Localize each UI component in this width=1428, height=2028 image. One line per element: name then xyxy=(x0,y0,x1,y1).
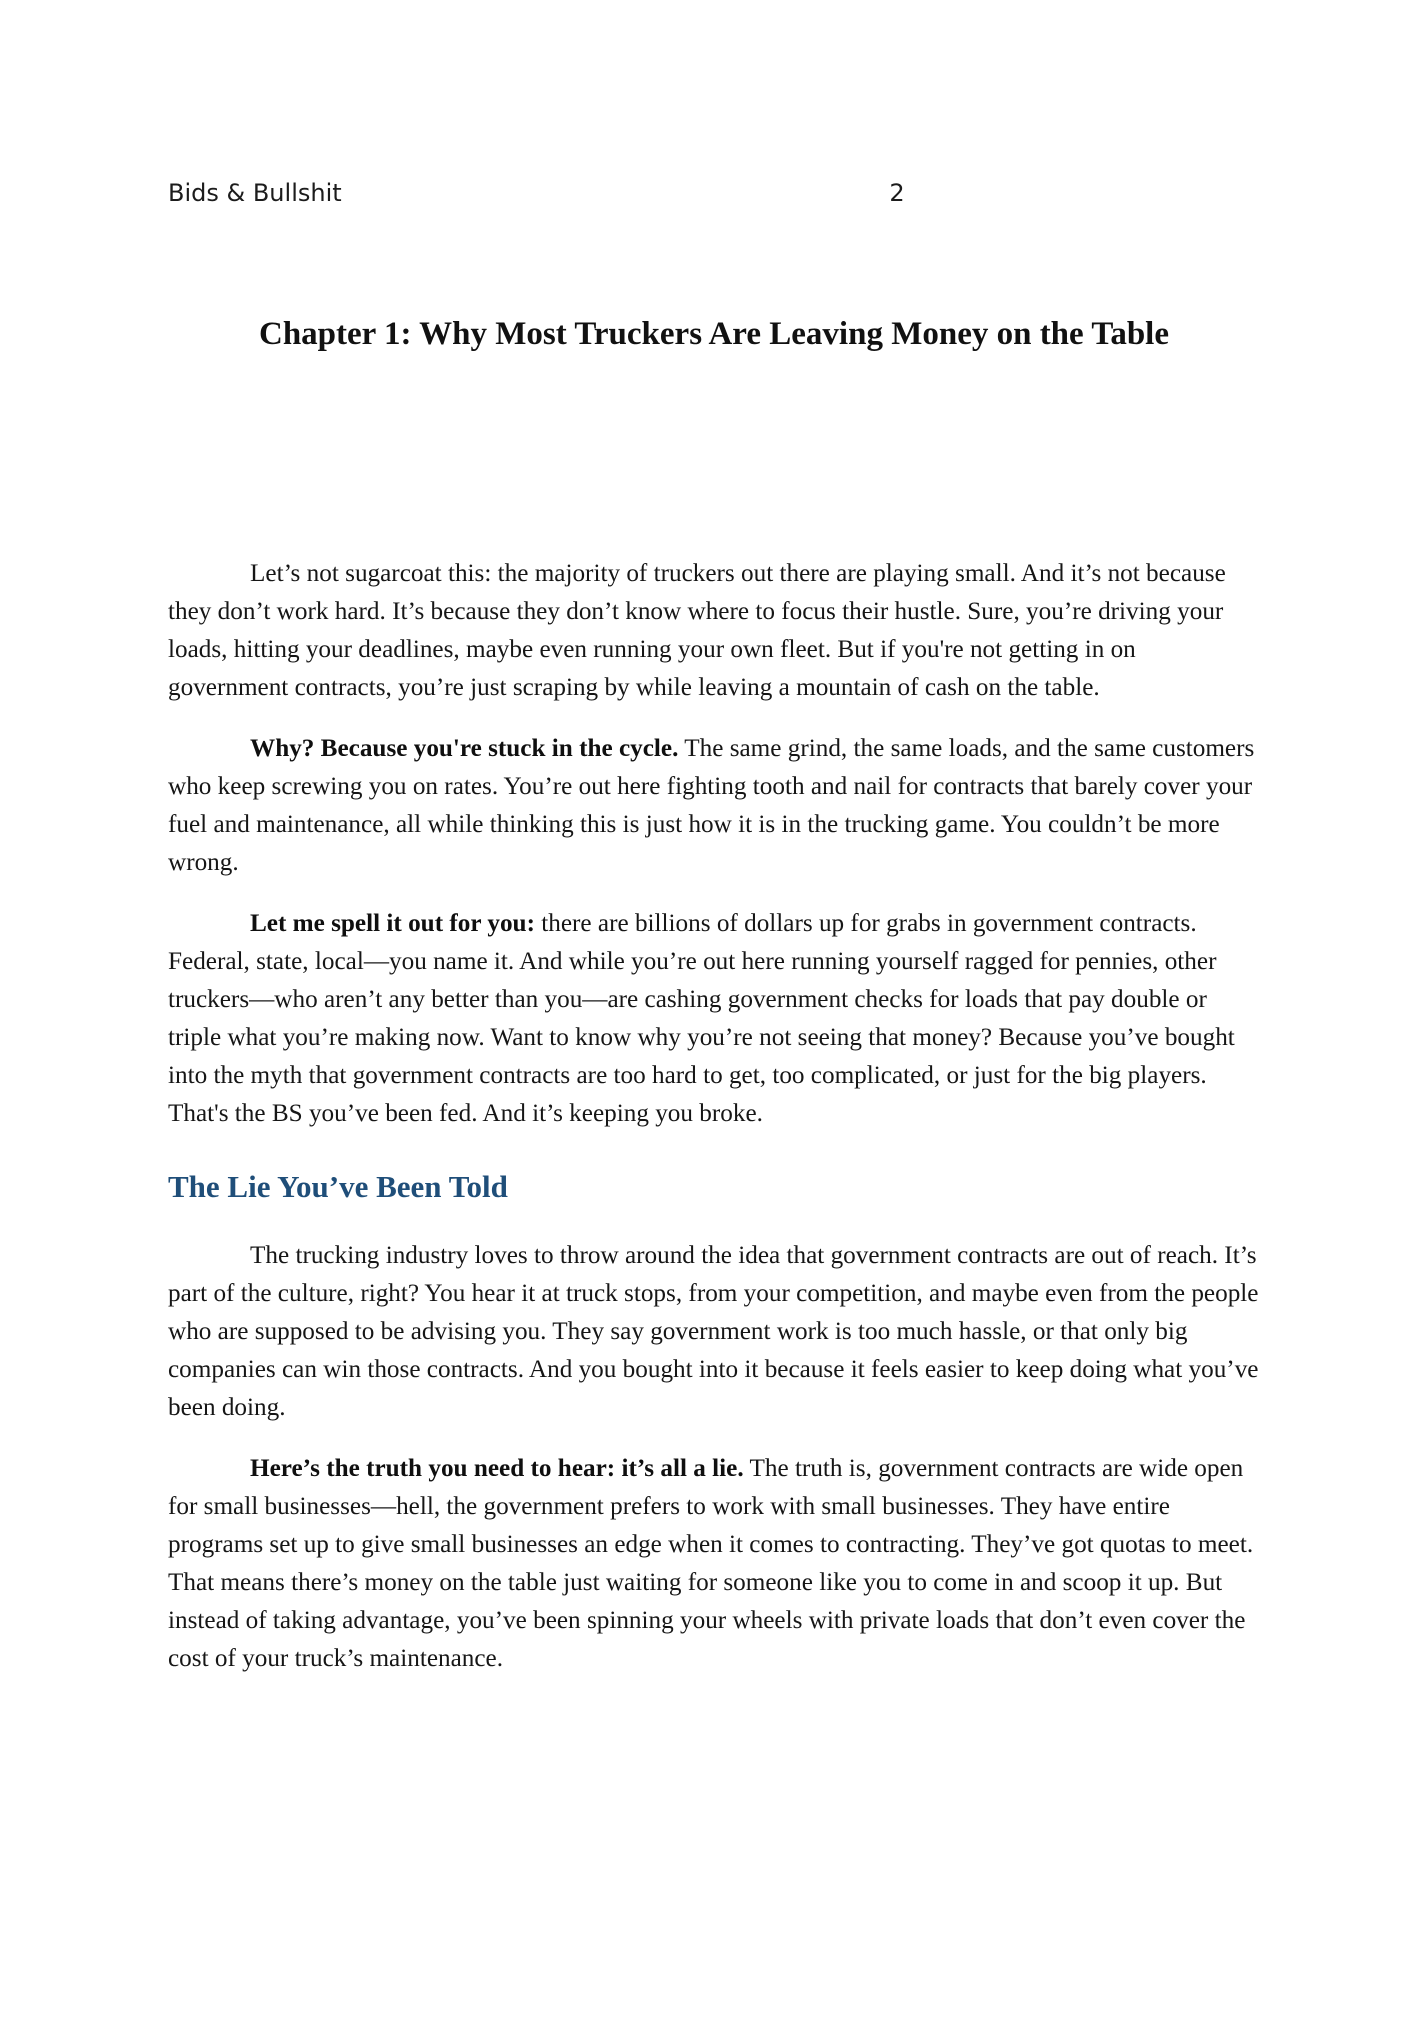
paragraph-text: there are billions of dollars up for grabs in government contracts. Federal, state, local—you name it. And while you’re out here running yourself ragged for pennies, other truckers—who aren’t any better than you—are cashing government checks for loads that pay double or triple what you’re making now. Want to know why you’re not seeing that money? Because you’ve bought into the myth that government contracts are too hard to get, too complicated, or just for the big players. That's the BS you’ve been fed. And it’s keeping you broke. xyxy=(168,910,1235,1127)
page-number: 2 xyxy=(889,179,905,207)
running-title: Bids & Bullshit xyxy=(168,179,342,207)
paragraph-lead: Let me spell it out for you: xyxy=(250,910,535,937)
paragraph-lead: Why? Because you're stuck in the cycle. xyxy=(250,735,679,762)
paragraph-text: The truth is, government contracts are wide open for small businesses—hell, the government prefers to work with small businesses. They have entire programs set up to give small businesses an edge when it comes to contracting. They’ve got quotas to meet. That means there’s money on the table just waiting for someone like you to come in and scoop it up. But instead of taking advantage, you’ve been spinning your wheels with private loads that don’t even cover the cost of your truck’s maintenance. xyxy=(168,1455,1254,1672)
paragraph-text: The trucking industry loves to throw around the idea that government contracts are out of reach. It’s part of the culture, right? You hear it at truck stops, from your competition, and maybe even from the people who are supposed to be advising you. They say government work is too much hassle, or that only big companies can win those contracts. And you bought into it because it feels easier to keep doing what you’ve been doing. xyxy=(168,1242,1259,1421)
body-text xyxy=(168,555,1260,1701)
paragraph-2 xyxy=(168,730,1260,882)
paragraph-text: Let’s not sugarcoat this: the majority of truckers out there are playing small. And it’s not because they don’t work hard. It’s because they don’t know where to focus their hustle. Sure, you’re driving your loads, hitting your deadlines, maybe even running your own fleet. But if you're not getting in on government contracts, you’re just scraping by while leaving a mountain of cash on the table. xyxy=(168,560,1226,701)
paragraph-3 xyxy=(168,905,1260,1133)
paragraph-5 xyxy=(168,1450,1260,1678)
paragraph-lead: Here’s the truth you need to hear: it’s all a lie. xyxy=(250,1455,744,1482)
paragraph-text: The same grind, the same loads, and the same customers who keep screwing you on rates. You’re out here fighting tooth and nail for contracts that barely cover your fuel and maintenance, all while thinking this is just how it is in the trucking game. You couldn’t be more wrong. xyxy=(168,735,1255,876)
section-heading: The Lie You’ve Been Told xyxy=(168,1169,508,1204)
paragraph-4 xyxy=(168,1237,1260,1427)
paragraph-1 xyxy=(168,555,1260,707)
running-header xyxy=(168,176,904,210)
chapter-title: Chapter 1: Why Most Truckers Are Leaving Money on the Table xyxy=(259,316,1169,352)
